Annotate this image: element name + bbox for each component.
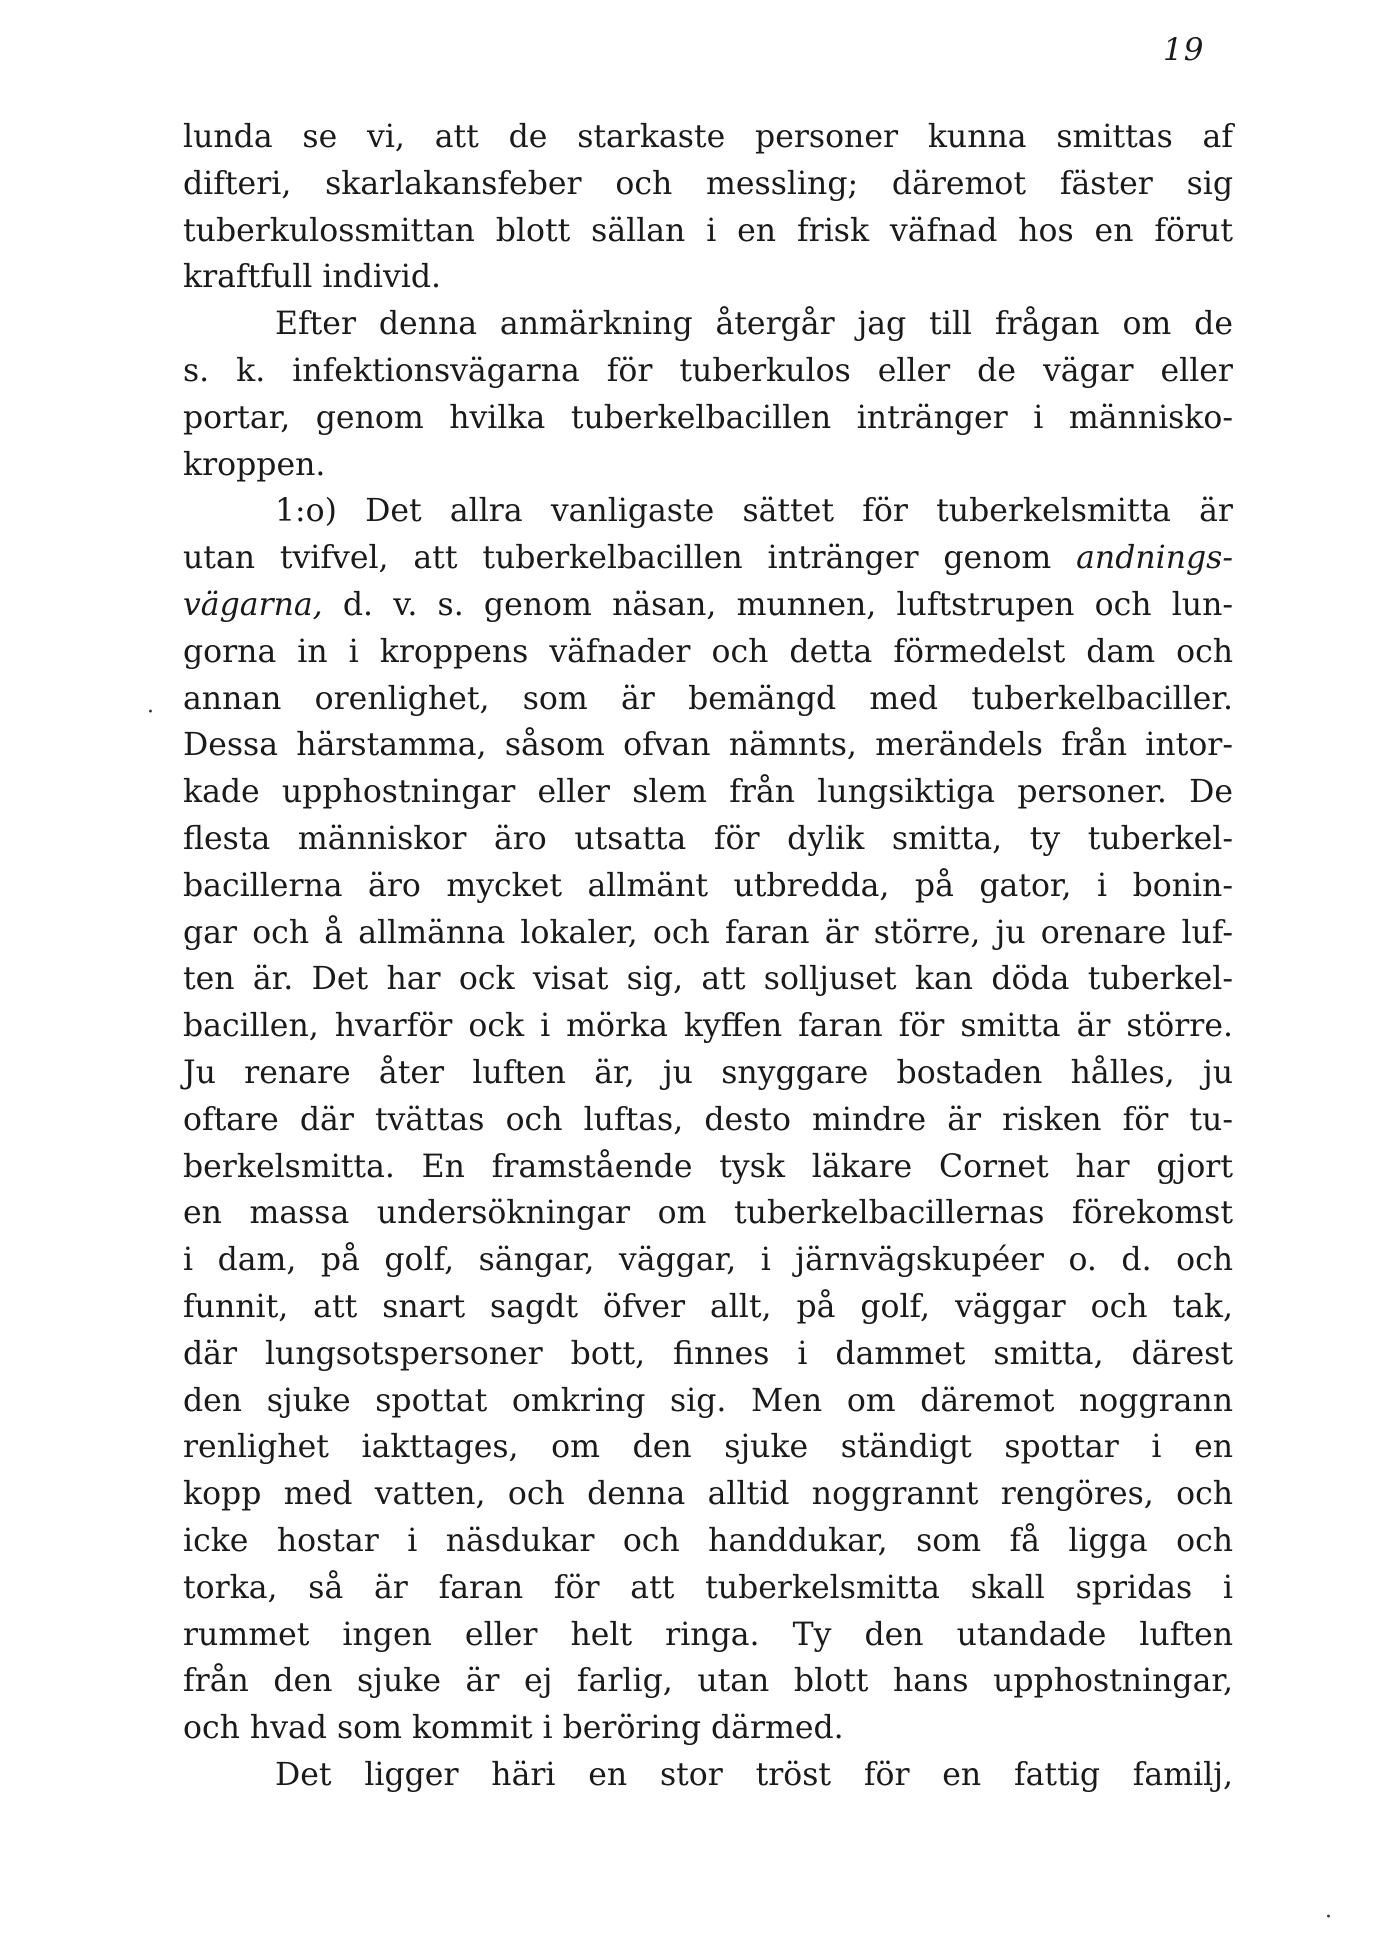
emphasized-word: andnings- <box>1076 540 1233 577</box>
text-line: tuberkulossmittan blott sällan i en frisk väfnad hos en förut <box>183 212 1233 249</box>
text-line <box>183 535 1233 582</box>
text-line: icke hostar i näsdukar och handdukar, som få ligga och <box>183 1522 1233 1559</box>
text-line: Efter denna anmärkning återgår jag till frågan om de <box>275 306 1233 343</box>
text-line: kade upphostningar eller slem från lungsiktiga personer. De <box>183 774 1233 811</box>
page-number: 19 <box>1163 32 1205 68</box>
text-line: från den sjuke är ej farlig, utan blott hans upphostningar, <box>183 1663 1233 1700</box>
text-line: ten är. Det har ock visat sig, att solljuset kan döda tuberkel- <box>183 961 1233 998</box>
text-line: kroppen. <box>183 446 326 483</box>
text-line: berkelsmitta. En framstående tysk läkare Cornet har gjort <box>183 1148 1233 1185</box>
text-line: och hvad som kommit i beröring därmed. <box>183 1710 844 1747</box>
text-line: torka, så är faran för att tuberkelsmitta skall spridas i <box>183 1569 1233 1606</box>
text-line: Dessa härstamma, såsom ofvan nämnts, merändels från intor- <box>183 727 1233 764</box>
margin-dot: · <box>1325 1905 1332 1930</box>
text-line: difteri, skarlakansfeber och messling; däremot fäster sig <box>183 165 1233 202</box>
text-line: gorna in i kroppens väfnader och detta förmedelst dam och <box>183 633 1233 670</box>
text-line: 1:o) Det allra vanligaste sättet för tuberkelsmitta är <box>275 493 1233 530</box>
text-line: s. k. infektionsvägarna för tuberkulos eller de vägar eller <box>183 352 1233 389</box>
text-line: rummet ingen eller helt ringa. Ty den utandade luften <box>183 1616 1233 1653</box>
text-line: den sjuke spottat omkring sig. Men om däremot noggrann <box>183 1382 1233 1419</box>
text-line: flesta människor äro utsatta för dylik smitta, ty tuberkel- <box>183 820 1233 857</box>
text-line: funnit, att snart sagdt öfver allt, på golf, väggar och tak, <box>183 1288 1233 1325</box>
text-line: oftare där tvättas och luftas, desto mindre är risken för tu- <box>183 1101 1233 1138</box>
text-line: annan orenlighet, som är bemängd med tuberkelbaciller. <box>183 680 1233 717</box>
text-line: i dam, på golf, sängar, väggar, i järnvägskupéer o. d. och <box>183 1242 1233 1279</box>
text-line: kopp med vatten, och denna alltid noggrannt rengöres, och <box>183 1476 1233 1513</box>
text-line: gar och å allmänna lokaler, och faran är större, ju orenare luf- <box>183 914 1233 951</box>
text-line: Det ligger häri en stor tröst för en fattig familj, <box>275 1756 1233 1793</box>
text-line: bacillerna äro mycket allmänt utbredda, på gator, i bonin- <box>183 867 1233 904</box>
text-line: renlighet iakttages, om den sjuke ständigt spottar i en <box>183 1429 1233 1466</box>
text-fragment: d. v. s. genom näsan, munnen, luftstrupen och lun- <box>342 586 1234 623</box>
text-line: en massa undersökningar om tuberkelbacillernas förekomst <box>183 1195 1233 1232</box>
text-line: Ju renare åter luften är, ju snyggare bostaden hålles, ju <box>183 1054 1233 1091</box>
text-fragment: utan tvifvel, att tuberkelbacillen intränger genom <box>183 540 1052 577</box>
text-line <box>183 582 1233 629</box>
margin-dot: · <box>147 700 154 725</box>
emphasized-word: vägarna, <box>183 586 323 623</box>
text-line: där lungsotspersoner bott, finnes i dammet smitta, därest <box>183 1335 1233 1372</box>
text-line: kraftfull individ. <box>183 259 441 296</box>
text-line: lunda se vi, att de starkaste personer kunna smittas af <box>183 119 1233 155</box>
text-line: portar, genom hvilka tuberkelbacillen intränger i människo- <box>183 399 1233 436</box>
body-text <box>183 114 1233 1799</box>
text-line: bacillen, hvarför ock i mörka kyffen faran för smitta är större. <box>183 1008 1233 1045</box>
